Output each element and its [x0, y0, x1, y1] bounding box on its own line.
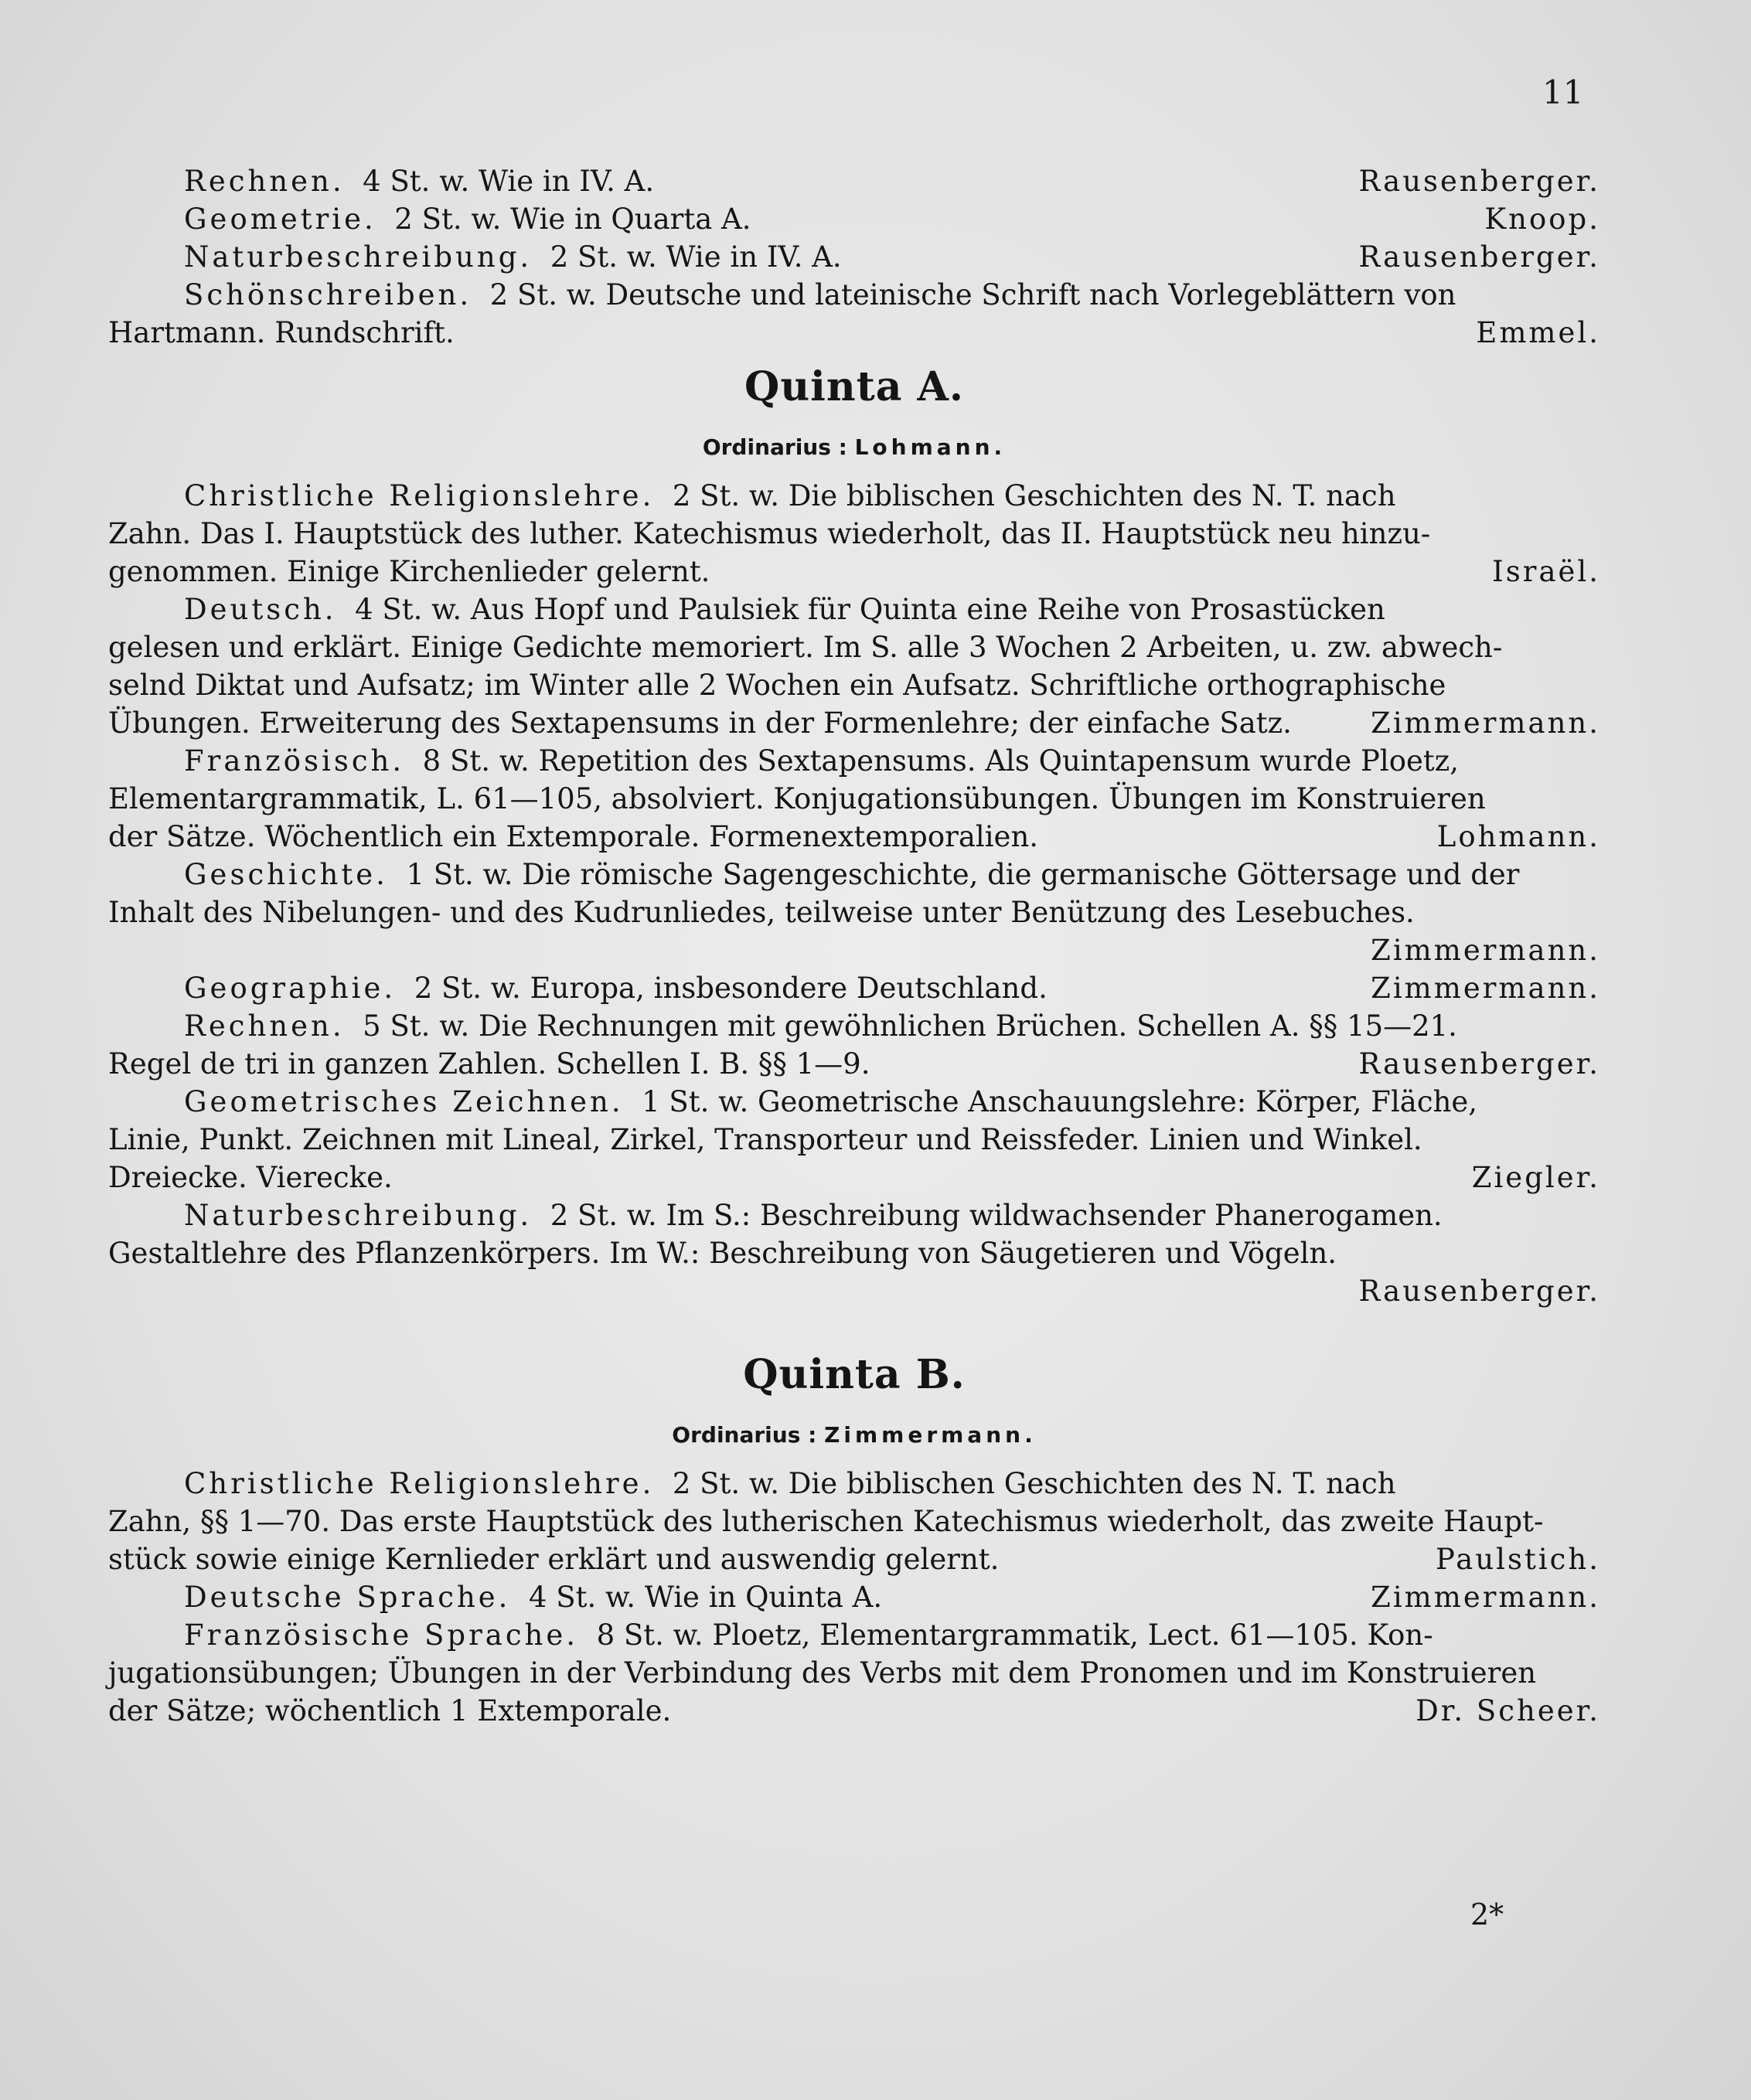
line-text: 2 St. w. Die biblischen Geschichten des N. T. nach [672, 1467, 1396, 1500]
text-line [108, 666, 1600, 704]
text-line [108, 238, 1600, 276]
line-text: 4 St. w. Aus Hopf und Paulsiek für Quinta eine Reihe von Prosastücken [355, 593, 1385, 626]
subject-name: Geometrie. [184, 203, 376, 236]
ordinarius-name: Zimmermann. [824, 1422, 1037, 1448]
section-heading-quinta-b: Quinta B. [743, 1351, 966, 1398]
ordinarius-name: Lohmann. [854, 434, 1007, 460]
line-text: 2 St. w. Wie in Quarta A. [394, 203, 751, 236]
text-line [108, 1503, 1600, 1540]
teacher-name: Zimmermann. [1371, 934, 1600, 967]
text-line [108, 704, 1600, 742]
text-line [108, 162, 1600, 200]
subject-name: Christliche Religionslehre. [184, 479, 655, 512]
text-line [108, 818, 1600, 856]
text-line [108, 200, 1600, 238]
signature-mark: 2* [1470, 1897, 1504, 1932]
subject-name: Geschichte. [184, 858, 388, 891]
text-line [108, 553, 1600, 591]
teacher-name: Zimmermann. [1371, 1581, 1600, 1614]
text-line [108, 856, 1600, 893]
line-text: 2 St. w. Die biblischen Geschichten des N. T. nach [672, 479, 1396, 512]
text-line [108, 1045, 1600, 1083]
teacher-name: Rausenberger. [1358, 1275, 1600, 1308]
text-line [108, 1159, 1600, 1196]
text-line [108, 931, 1600, 969]
line-text: selnd Diktat und Aufsatz; im Winter alle 2 Wochen ein Aufsatz. Schriftliche orthographische [108, 669, 1446, 702]
subject-name: Naturbeschreibung. [184, 1199, 533, 1232]
line-text: stück sowie einige Kernlieder erklärt und auswendig gelernt. [108, 1543, 1000, 1576]
quinta-b-section [108, 1465, 1600, 1730]
text-line [108, 1654, 1600, 1692]
ordinarius-label: Ordinarius : [702, 434, 847, 460]
line-text: 2 St. w. Deutsche und lateinische Schrift nach Vorlegeblättern von [489, 278, 1456, 311]
line-text: 2 St. w. Wie in IV. A. [550, 240, 842, 274]
text-line [108, 515, 1600, 553]
teacher-name: Zimmermann. [1371, 706, 1600, 740]
intro-section [108, 162, 1600, 352]
text-line [108, 591, 1600, 628]
section-heading-quinta-a: Quinta A. [744, 363, 964, 410]
line-text: Linie, Punkt. Zeichnen mit Lineal, Zirkel, Transporteur und Reissfeder. Linien und Winkel. [108, 1123, 1422, 1156]
line-text: der Sätze; wöchentlich 1 Extemporale. [108, 1694, 672, 1727]
text-line [108, 1578, 1600, 1616]
line-text: Übungen. Erweiterung des Sextapensums in der Formenlehre; der einfache Satz. [108, 706, 1292, 740]
subject-name: Rechnen. [184, 165, 345, 198]
page-number: 11 [1542, 73, 1584, 111]
text-line [108, 1196, 1600, 1234]
text-line [108, 276, 1600, 314]
text-line [108, 1692, 1600, 1730]
subject-name: Geographie. [184, 972, 397, 1005]
line-text: Zahn. Das I. Hauptstück des luther. Katechismus wiederholt, das II. Hauptstück neu hinzu- [108, 517, 1431, 550]
teacher-name: Lohmann. [1436, 820, 1600, 853]
line-text: 2 St. w. Im S.: Beschreibung wildwachsender Phanerogamen. [550, 1199, 1443, 1232]
text-line [108, 742, 1600, 780]
teacher-name: Rausenberger. [1358, 1047, 1600, 1081]
teacher-name: Zimmermann. [1371, 972, 1600, 1005]
subject-name: Rechnen. [184, 1009, 345, 1043]
line-text: 4 St. w. Wie in IV. A. [363, 165, 655, 198]
line-text: jugationsübungen; Übungen in der Verbindung des Verbs mit dem Pronomen und im Konstruieren [108, 1656, 1537, 1690]
line-text: der Sätze. Wöchentlich ein Extemporale. Formenextemporalien. [108, 820, 1039, 853]
text-line [108, 1121, 1600, 1159]
subject-name: Schönschreiben. [184, 278, 472, 311]
teacher-name: Rausenberger. [1358, 240, 1600, 274]
text-line [108, 1272, 1600, 1310]
teacher-name: Emmel. [1476, 316, 1600, 349]
text-line [108, 969, 1600, 1007]
ordinarius-quinta-b [108, 1411, 1600, 1465]
line-text: 1 St. w. Geometrische Anschauungslehre: Körper, Fläche, [642, 1085, 1478, 1118]
subject-name: Geometrisches Zeichnen. [184, 1085, 624, 1118]
text-line [108, 1007, 1600, 1045]
line-text: Regel de tri in ganzen Zahlen. Schellen I. B. §§ 1—9. [108, 1047, 870, 1081]
text-line [108, 1540, 1600, 1578]
line-text: 8 St. w. Repetition des Sextapensums. Als Quintapensum wurde Ploetz, [422, 744, 1460, 778]
text-line [108, 1083, 1600, 1121]
text-line [108, 1234, 1600, 1272]
subject-name: Französische Sprache. [184, 1618, 579, 1652]
text-line [108, 893, 1600, 931]
line-text: 2 St. w. Europa, insbesondere Deutschland. [414, 972, 1048, 1005]
line-text: Zahn, §§ 1—70. Das erste Hauptstück des lutherischen Katechismus wiederholt, das zweite Haupt- [108, 1505, 1544, 1538]
line-text: Inhalt des Nibelungen- und des Kudrunliedes, teilweise unter Benützung des Lesebuches. [108, 896, 1415, 929]
text-line [108, 1465, 1600, 1503]
text-line [108, 628, 1600, 666]
teacher-name: Paulstich. [1436, 1543, 1600, 1576]
teacher-name: Ziegler. [1471, 1161, 1600, 1194]
line-text: Dreiecke. Vierecke. [108, 1161, 393, 1194]
quinta-a-section [108, 477, 1600, 1310]
subject-name: Französisch. [184, 744, 405, 778]
text-line [108, 477, 1600, 515]
line-text: 1 St. w. Die römische Sagengeschichte, die germanische Göttersage und der [406, 858, 1520, 891]
line-text: 8 St. w. Ploetz, Elementargrammatik, Lect. 61—105. Kon- [596, 1618, 1433, 1652]
subject-name: Deutsch. [184, 593, 337, 626]
line-text: 5 St. w. Die Rechnungen mit gewöhnlichen Brüchen. Schellen A. §§ 15—21. [363, 1009, 1457, 1043]
line-text: 4 St. w. Wie in Quinta A. [528, 1581, 883, 1614]
teacher-name: Knoop. [1484, 203, 1600, 236]
teacher-name: Rausenberger. [1358, 165, 1600, 198]
text-line [108, 1616, 1600, 1654]
text-line [108, 780, 1600, 818]
subject-name: Christliche Religionslehre. [184, 1467, 655, 1500]
subject-name: Naturbeschreibung. [184, 240, 533, 274]
line-text: Hartmann. Rundschrift. [108, 316, 455, 349]
teacher-name: Dr. Scheer. [1415, 1694, 1600, 1727]
line-text: Elementargrammatik, L. 61—105, absolviert. Konjugationsübungen. Übungen im Konstruieren [108, 782, 1486, 815]
ordinarius-label: Ordinarius : [672, 1422, 817, 1448]
line-text: gelesen und erklärt. Einige Gedichte memoriert. Im S. alle 3 Wochen 2 Arbeiten, u. zw. abwech- [108, 631, 1503, 664]
teacher-name: Israël. [1492, 555, 1600, 588]
line-text: genommen. Einige Kirchenlieder gelernt. [108, 555, 710, 588]
text-line [108, 314, 1600, 352]
subject-name: Deutsche Sprache. [184, 1581, 511, 1614]
ordinarius-quinta-a [108, 423, 1600, 477]
text-column [108, 162, 1600, 1730]
line-text: Gestaltlehre des Pflanzenkörpers. Im W.: Beschreibung von Säugetieren und Vögeln. [108, 1237, 1337, 1270]
